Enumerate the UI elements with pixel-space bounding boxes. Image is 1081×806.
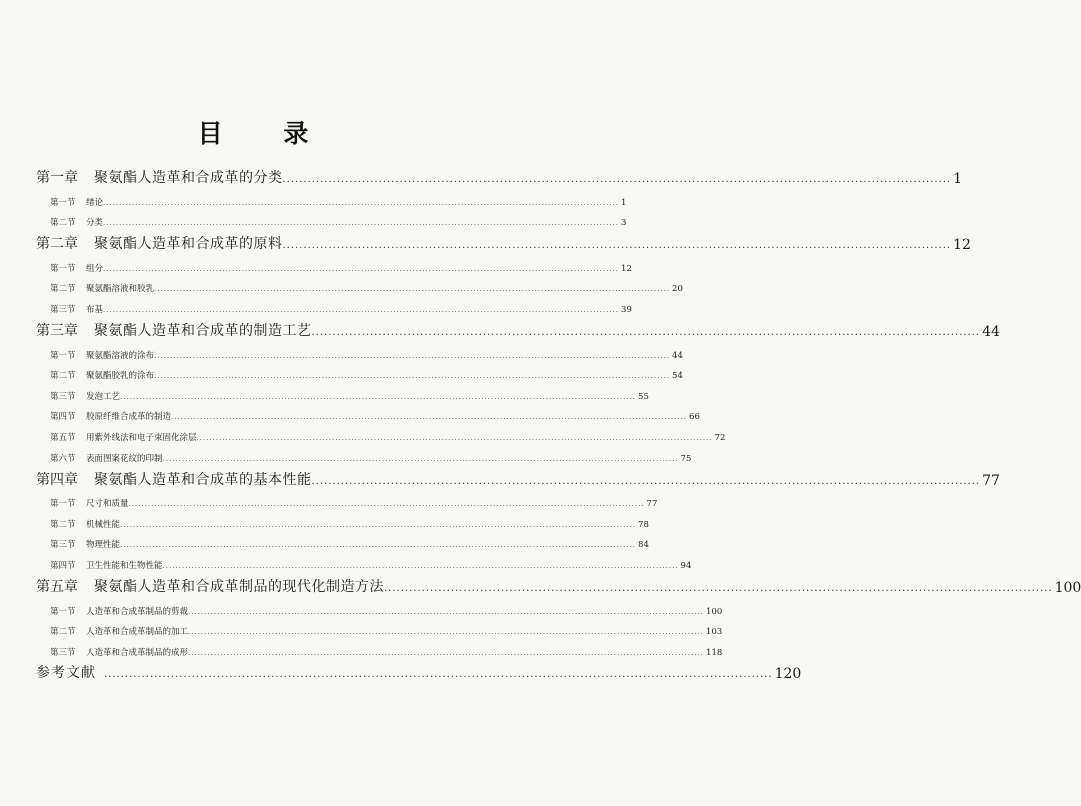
toc-chapter-row[interactable] xyxy=(36,231,971,254)
section-page-number: 84 xyxy=(638,540,649,551)
section-number: 第三节 xyxy=(50,647,76,658)
section-page-number: 72 xyxy=(714,432,726,443)
dot-leader: ................................................................................................................................................................ xyxy=(128,500,645,509)
section-number: 第二节 xyxy=(50,627,76,638)
chapter-title: 聚氨酯人造革和合成革的制造工艺 xyxy=(94,322,312,339)
section-page-number: 75 xyxy=(680,453,692,464)
section-page-number: 118 xyxy=(706,647,723,658)
dot-leader: ................................................................................................................................................................ xyxy=(188,628,705,637)
section-number: 第三节 xyxy=(50,540,76,551)
chapter-number: 第五章 xyxy=(36,578,78,595)
section-number: 第四节 xyxy=(50,412,76,423)
toc-chapter-row[interactable] xyxy=(36,318,1000,340)
dot-leader: ................................................................................................................................................................ xyxy=(103,219,620,228)
references-title: 参考文献 xyxy=(36,664,96,681)
section-page-number: 20 xyxy=(672,284,683,295)
dot-leader: ................................................................................................................................................................ xyxy=(188,648,705,657)
dot-leader: ................................................................................................................................................................ xyxy=(104,668,773,680)
section-title: 物理性能 xyxy=(86,540,121,551)
table-of-contents xyxy=(36,162,1081,682)
chapter-title: 聚氨酯人造革和合成革的原料 xyxy=(94,236,283,253)
section-title: 人造革和合成革制品的加工 xyxy=(86,627,189,638)
section-number: 第一节 xyxy=(50,350,76,361)
page-title: 目 录 xyxy=(197,119,335,148)
section-title: 布基 xyxy=(86,304,104,315)
chapter-number: 第三章 xyxy=(36,322,78,339)
section-number: 第四节 xyxy=(50,560,76,571)
dot-leader: ................................................................................................................................................................ xyxy=(103,198,620,207)
section-title: 机械性能 xyxy=(86,519,121,530)
toc-section-row[interactable] xyxy=(36,509,649,530)
section-title: 聚氨酯溶液的涂布 xyxy=(86,350,155,361)
section-number: 第五节 xyxy=(50,432,76,443)
chapter-number: 第四章 xyxy=(36,471,78,488)
section-number: 第二节 xyxy=(50,371,76,382)
chapter-title: 聚氨酯人造革和合成革的基本性能 xyxy=(94,471,312,488)
dot-leader: ................................................................................................................................................................ xyxy=(120,520,637,529)
section-title: 发泡工艺 xyxy=(86,391,121,402)
chapter-page-number: 100 xyxy=(1054,579,1081,596)
section-number: 第一节 xyxy=(50,499,76,510)
section-title: 表面图案花纹的印制 xyxy=(86,453,163,464)
section-number: 第二节 xyxy=(50,519,76,530)
section-number: 第一节 xyxy=(50,606,76,617)
dot-leader: ................................................................................................................................................................ xyxy=(171,413,688,422)
section-page-number: 55 xyxy=(638,391,649,402)
dot-leader: ................................................................................................................................................................ xyxy=(311,326,981,338)
section-number: 第一节 xyxy=(50,197,76,208)
section-page-number: 39 xyxy=(621,304,632,315)
dot-leader: ................................................................................................................................................................ xyxy=(120,392,637,401)
section-number: 第二节 xyxy=(50,218,76,229)
toc-chapter-row[interactable] xyxy=(36,165,963,187)
section-title: 尺寸和质量 xyxy=(86,499,129,510)
section-number: 第一节 xyxy=(50,263,76,274)
toc-section-row[interactable] xyxy=(36,187,627,208)
section-title: 人造革和合成革制品的剪裁 xyxy=(86,606,189,617)
toc-section-row[interactable] xyxy=(36,443,692,464)
section-page-number: 44 xyxy=(672,350,683,361)
toc-section-row[interactable] xyxy=(36,637,723,658)
section-title: 人造革和合成革制品的成形 xyxy=(86,647,189,658)
section-page-number: 77 xyxy=(646,499,658,510)
section-page-number: 12 xyxy=(621,263,632,274)
section-page-number: 94 xyxy=(680,560,692,571)
dot-leader: ................................................................................................................................................................ xyxy=(162,561,679,570)
toc-section-row[interactable] xyxy=(36,253,632,274)
chapter-title: 聚氨酯人造革和合成革制品的现代化制造方法 xyxy=(94,578,384,595)
dot-leader: ................................................................................................................................................................ xyxy=(188,607,705,616)
section-number: 第三节 xyxy=(50,391,76,402)
dot-leader: ................................................................................................................................................................ xyxy=(103,305,620,314)
toc-section-row[interactable] xyxy=(36,530,649,551)
dot-leader: ................................................................................................................................................................ xyxy=(154,351,671,360)
dot-leader: ................................................................................................................................................................ xyxy=(282,240,952,252)
section-number: 第三节 xyxy=(50,304,76,315)
dot-leader: ................................................................................................................................................................ xyxy=(196,433,713,442)
chapter-page-number: 12 xyxy=(953,237,971,254)
section-title: 胶原纤维合成革的制造 xyxy=(86,412,172,423)
chapter-title: 聚氨酯人造革和合成革的分类 xyxy=(94,170,283,186)
chapter-page-number: 44 xyxy=(982,323,1000,340)
dot-leader: ................................................................................................................................................................ xyxy=(154,372,671,381)
chapter-page-number: 77 xyxy=(982,472,1000,489)
chapter-page-number: 1 xyxy=(953,171,963,187)
section-title: 卫生性能和生物性能 xyxy=(86,560,163,571)
dot-leader: ................................................................................................................................................................ xyxy=(103,264,620,273)
dot-leader: ................................................................................................................................................................ xyxy=(162,454,679,463)
toc-section-row[interactable] xyxy=(36,489,658,510)
toc-section-row[interactable] xyxy=(36,208,627,229)
toc-section-row[interactable] xyxy=(36,596,723,617)
section-page-number: 66 xyxy=(689,412,700,423)
dot-leader: ................................................................................................................................................................ xyxy=(154,285,671,294)
section-page-number: 78 xyxy=(638,519,649,530)
section-title: 分类 xyxy=(86,218,104,229)
toc-section-row[interactable] xyxy=(36,422,726,443)
section-page-number: 1 xyxy=(621,197,627,208)
toc-section-row[interactable] xyxy=(36,381,649,402)
section-title: 组分 xyxy=(86,263,104,274)
section-page-number: 103 xyxy=(706,627,723,638)
section-page-number: 100 xyxy=(706,606,723,617)
section-page-number: 54 xyxy=(672,371,683,382)
toc-chapter-row[interactable] xyxy=(36,574,1081,596)
section-title: 用紫外线法和电子束固化涂层 xyxy=(86,432,197,443)
section-title: 聚氨酯胶乳的涂布 xyxy=(86,371,155,382)
dot-leader: ................................................................................................................................................................ xyxy=(384,582,1053,594)
toc-references-row[interactable] xyxy=(36,658,802,682)
section-title: 绪论 xyxy=(86,197,104,208)
section-number: 第二节 xyxy=(50,284,76,295)
toc-section-row[interactable] xyxy=(36,274,683,295)
toc-chapter-row[interactable] xyxy=(36,467,1000,489)
toc-section-row[interactable] xyxy=(36,361,683,382)
toc-section-row[interactable] xyxy=(36,340,683,361)
section-number: 第六节 xyxy=(50,453,76,464)
toc-section-row[interactable] xyxy=(36,402,700,423)
dot-leader: ................................................................................................................................................................ xyxy=(311,475,981,487)
dot-leader: ................................................................................................................................................................ xyxy=(120,541,637,550)
section-title: 聚氨酯溶液和胶乳 xyxy=(86,284,155,295)
references-page-number: 120 xyxy=(774,665,802,682)
toc-section-row[interactable] xyxy=(36,617,723,638)
chapter-number: 第一章 xyxy=(36,170,78,186)
toc-section-row[interactable] xyxy=(36,294,632,315)
dot-leader: ................................................................................................................................................................ xyxy=(282,174,952,185)
section-page-number: 3 xyxy=(621,218,627,229)
chapter-number: 第二章 xyxy=(36,236,78,253)
toc-section-row[interactable] xyxy=(36,550,692,571)
